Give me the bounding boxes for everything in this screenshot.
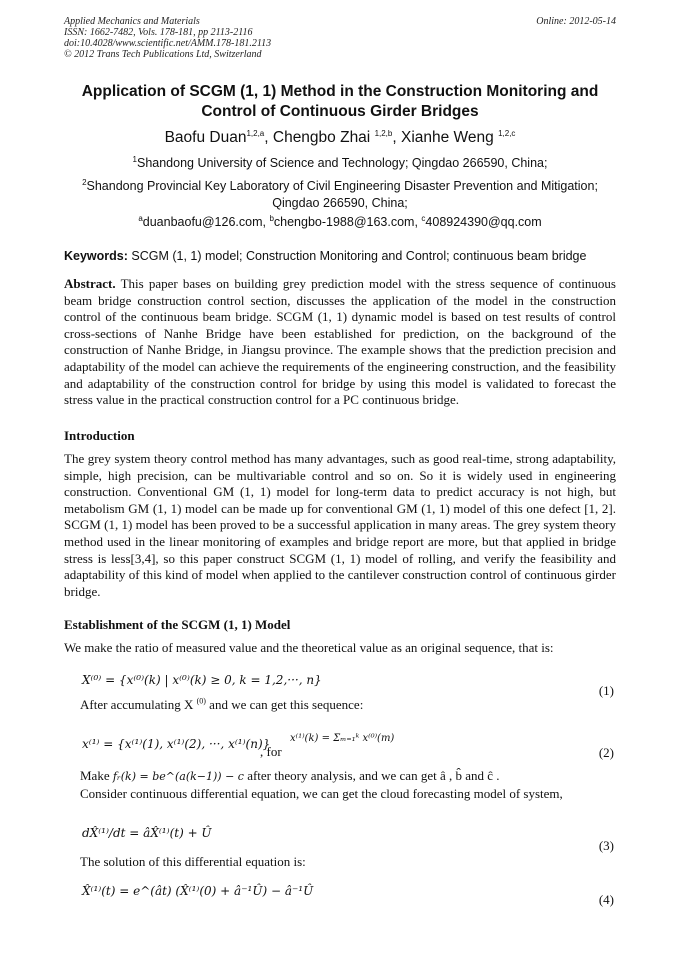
keywords-text: SCGM (1, 1) model; Construction Monitoring and Control; continuous beam bridge — [127, 249, 587, 263]
equation-3-number: (3) — [598, 838, 614, 853]
intro-heading: Introduction — [64, 428, 135, 443]
equation-2-number: (2) — [598, 745, 614, 760]
abstract — [64, 276, 616, 409]
after-accumulating — [80, 697, 363, 713]
email-c: 408924390@qq.com — [425, 215, 542, 229]
parameter-hats: â , b̂ and ĉ . — [436, 768, 500, 783]
paper-title — [64, 82, 616, 122]
author-sep: , — [264, 129, 273, 146]
affiliation-1 — [64, 155, 616, 172]
journal-name: Applied Mechanics and Materials — [64, 16, 200, 27]
affiliation-2 — [64, 178, 616, 212]
author-sup: 1,2,b — [374, 128, 393, 138]
doi-line: doi:10.4028/www.scientific.net/AMM.178-181.2113 — [64, 38, 272, 49]
author-list — [64, 129, 616, 147]
author-name: Baofu Duan — [164, 129, 247, 146]
title-line-1: Application of SCGM (1, 1) Method in the Construction Monitoring and — [81, 83, 599, 100]
email-a: duanbaofu@126.com, — [142, 215, 270, 229]
author-sep: , — [392, 129, 401, 146]
aff-text: Shandong Provincial Key Laboratory of Civil Engineering Disaster Prevention and Mitigation; — [86, 179, 598, 193]
consider-line: Consider continuous differential equation, we can get the cloud forecasting model of system, — [80, 786, 563, 801]
email-b: chengbo-1988@163.com, — [273, 215, 422, 229]
aff-text: Shandong University of Science and Technology; Qingdao 266590, China; — [136, 156, 548, 170]
issn-line: ISSN: 1662-7482, Vols. 178-181, pp 2113-2116 — [64, 27, 253, 38]
aff-sup: 1 — [132, 154, 137, 164]
make-equation: fᵣ(k) = be^(a(k−1)) − c — [112, 770, 244, 783]
equation-1: X⁽⁰⁾ = {x⁽⁰⁾(k) | x⁽⁰⁾(k) ≥ 0, k = 1,2,···, n} — [82, 673, 322, 687]
email-sup: b — [269, 213, 274, 223]
title-line-2: Control of Continuous Girder Bridges — [201, 103, 479, 120]
equation-2a: x⁽¹⁾ = {x⁽¹⁾(1), x⁽¹⁾(2), ···, x⁽¹⁾(n)} — [82, 737, 271, 751]
text: after theory analysis, and we can get — [243, 768, 437, 783]
equation-2b: x⁽¹⁾(k) = Σₘ₌₁ᵏ x⁽⁰⁾(m) — [290, 733, 395, 744]
equation-3: dX̂⁽¹⁾/dt = âX̂⁽¹⁾(t) + Û — [82, 826, 212, 840]
email-sup: c — [421, 213, 426, 223]
equation-2-for: , for — [260, 744, 282, 759]
equation-1-number: (1) — [598, 683, 614, 698]
author-name: Xianhe Weng — [400, 129, 499, 146]
text: and we can get this sequence: — [205, 697, 364, 712]
section-heading: Establishment of the SCGM (1, 1) Model — [64, 617, 291, 632]
emails — [64, 214, 616, 231]
keywords-label: Keywords: — [64, 249, 128, 263]
text: After accumulating X — [80, 697, 197, 712]
aff-text: Qingdao 266590, China; — [272, 196, 408, 210]
keywords — [64, 249, 616, 263]
equation-4-number: (4) — [598, 892, 614, 907]
make-line — [80, 768, 500, 784]
aff-sup: 2 — [82, 177, 87, 187]
copyright-line: © 2012 Trans Tech Publications Ltd, Switzerland — [64, 49, 262, 60]
author-sup: 1,2,a — [246, 128, 265, 138]
abstract-text: This paper bases on building grey prediction model with the stress sequence of continuous beam bridge construction control section, discusses the application of the model in the construction control of the continuous beam bridge. SCGM (1, 1) dynamic model is based on test results of control cross-sections of Nanhe Bridge have been established for prediction, on the background of the construction of Nanhe Bridge, in Jiangsu province. The example shows that the prediction precision and adaptability of the model can achieve the requirements of the engineering construction, and the feasibility and adaptability of the construction control for bridge by using this model is validated to forecast the stress value in the practical construction control for a PC continuous bridge. — [64, 276, 616, 408]
abstract-label: Abstract. — [64, 276, 116, 291]
intro-text: The grey system theory control method has many advantages, such as good real-time, strong adaptability, simple, high precision, can be multivariable control and so on. So it is widely used in engineering construction. Conventional GM (1, 1) model for long-term data to predict accuracy is not high, but metabolism GM (1, 1) model can be made up for conventional GM (1, 1) model of this one defect [1, 2]. SCGM (1, 1) model has been proved to be a successful application in many areas. The grey system theory method used in the linear monitoring of examples and bridge report are more, but that applied in bridge stress is less[3,4], so this paper construct SCGM (1, 1) model of rolling, and verify the feasibility and adaptability of this kind of model when applied to the cantilever construction control of continuous girder bridge. — [64, 451, 616, 599]
journal-header — [64, 16, 616, 60]
author-name: Chengbo Zhai — [272, 129, 375, 146]
equation-4: X̂⁽¹⁾(t) = e^(ât) (X̂⁽¹⁾(0) + â⁻¹Û) − â⁻¹Û — [82, 884, 314, 898]
text: Make — [80, 768, 110, 783]
solution-line: The solution of this differential equation is: — [80, 854, 306, 869]
author-sup: 1,2,c — [498, 128, 516, 138]
section-paragraph: We make the ratio of measured value and the theoretical value as an original sequence, that is: — [64, 640, 554, 655]
online-date: Online: 2012-05-14 — [536, 16, 616, 27]
text-sup: (0) — [196, 696, 206, 706]
email-sup: a — [138, 213, 143, 223]
